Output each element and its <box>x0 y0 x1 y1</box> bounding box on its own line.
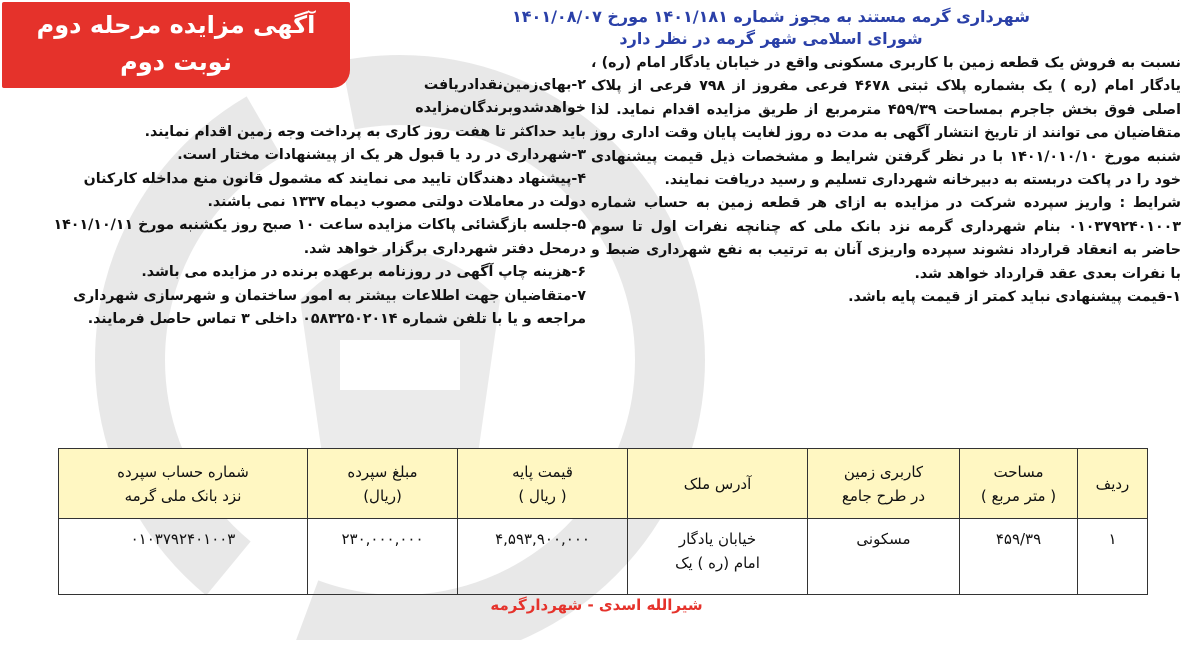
header-address: آدرس ملک <box>628 449 808 519</box>
header-base-price: قیمت پایه ( ریال ) <box>458 449 628 519</box>
table-row <box>59 519 1148 595</box>
cell-base-price: ۴,۵۹۳,۹۰۰,۰۰۰ <box>458 519 628 595</box>
body-left-column <box>6 74 586 331</box>
signature-footer: شیرالله اسدی - شهردارگرمه <box>490 596 703 614</box>
cell-address: خیابان یادگار امام (ره ) یک <box>628 519 808 595</box>
header-account: شماره حساب سپرده نزد بانک ملی گرمه <box>59 449 308 519</box>
condition-item-4a: ۴-پیشنهاد دهندگان تایید می نمایند که مشمول قانون منع مداخله کارکنان <box>83 170 586 187</box>
condition-item-3: ۳-شهرداری در رد یا قبول هر یک از پیشنهادات مختار است. <box>177 147 586 164</box>
cell-deposit: ۲۳۰,۰۰۰,۰۰۰ <box>308 519 458 595</box>
table-header-row <box>59 449 1148 519</box>
header-radif: ردیف <box>1078 449 1148 519</box>
header-line-2: شورای اسلامی شهر گرمه در نظر دارد <box>619 29 923 48</box>
cell-account: ۰۱۰۳۷۹۲۴۰۱۰۰۳ <box>59 519 308 595</box>
condition-item-7b: مراجعه و یا با تلفن شماره ۰۵۸۳۲۵۰۲۰۱۴ داخلی ۳ تماس حاصل فرمایند. <box>87 311 586 328</box>
condition-item-7a: ۷-متقاضیان جهت اطلاعات بیشتر به امور ساختمان و شهرسازی شهرداری <box>73 287 586 304</box>
ad-title-line-1: آگهی مزایده مرحله دوم <box>36 11 316 39</box>
ad-title-line-2: نوبت دوم <box>120 48 232 76</box>
header-usage: کاربری زمین در طرح جامع <box>808 449 960 519</box>
header-area: مساحت ( متر مربع ) <box>960 449 1078 519</box>
condition-item-5a: ۵-جلسه بازگشائی پاکات مزایده ساعت ۱۰ صبح روز یکشنبه مورخ ۱۴۰۱/۱۰/۱۱ <box>53 217 586 234</box>
condition-item-2b: خواهدشدوبرندگان‌مزایده <box>415 100 586 117</box>
body-right-column <box>591 52 1181 309</box>
cell-usage: مسکونی <box>808 519 960 595</box>
header-deposit: مبلغ سپرده (ریال) <box>308 449 458 519</box>
cell-radif: ۱ <box>1078 519 1148 595</box>
cell-area: ۴۵۹/۳۹ <box>960 519 1078 595</box>
header-line-1: شهرداری گرمه مستند به مجوز شماره ۱۴۰۱/۱۸۱ مورخ ۱۴۰۱/۰۸/۰۷ <box>512 7 1030 26</box>
condition-item-2a: ۲-بهای‌زمین‌نقدادریافت <box>423 77 586 93</box>
condition-item-5b: درمحل دفتر شهرداری برگزار خواهد شد. <box>303 240 586 257</box>
conditions-paragraph: شرایط : واریز سپرده شرکت در مزایده به ازای هر قطعه زمین به حساب شماره ۰۱۰۳۷۹۲۴۰۱۰۰۳ بنام شهرداری گرمه نزد بانک ملی که چنانچه نفرات اول تا سوم حاضر به انعقاد قرارداد نشوند سپرده واریزی آنان به ترتیب به نفع شهرداری ضبط و با نفرات بعدی عقد قرارداد خواهد شد. <box>591 195 1181 282</box>
auction-table <box>58 448 1148 595</box>
ad-header <box>461 6 1081 50</box>
condition-item-6: ۶-هزینه چاپ آگهی در روزنامه برعهده برنده در مزایده می باشد. <box>141 264 586 281</box>
intro-paragraph: نسبت به فروش یک قطعه زمین با کاربری مسکونی واقع در خیابان یادگار امام (ره) ، یادگار امام (ره ) یک بشماره پلاک ثبتی ۴۶۷۸ فرعی مفروز از ۷۹۸ فرعی از پلاک اصلی فوق بخش جاجرم بمساحت ۴۵۹/۳۹ مترمربع از طریق مزایده اقدام نماید. لذا متقاضیان می توانند از تاریخ انتشار آگهی به مدت ده روز لغایت پایان وقت اداری روز شنبه مورخ ۱۴۰۱/۰۱۰/۱۰ با در نظر گرفتن شرایط و مشخصات ذیل قیمت پیشنهادی خود را در پاکت دربسته به دبیرخانه شهرداری تسلیم و رسید دریافت نمایند. <box>591 55 1181 189</box>
condition-item-4b: دولت در معاملات دولتی مصوب دیماه ۱۳۳۷ نمی باشند. <box>207 194 586 211</box>
condition-item-1: ۱-قیمت پیشنهادی نباید کمتر از قیمت پایه باشد. <box>848 289 1181 306</box>
condition-item-2c: باید حداکثر تا هفت روز کاری به پرداخت وجه زمین اقدام نمایند. <box>144 123 586 140</box>
